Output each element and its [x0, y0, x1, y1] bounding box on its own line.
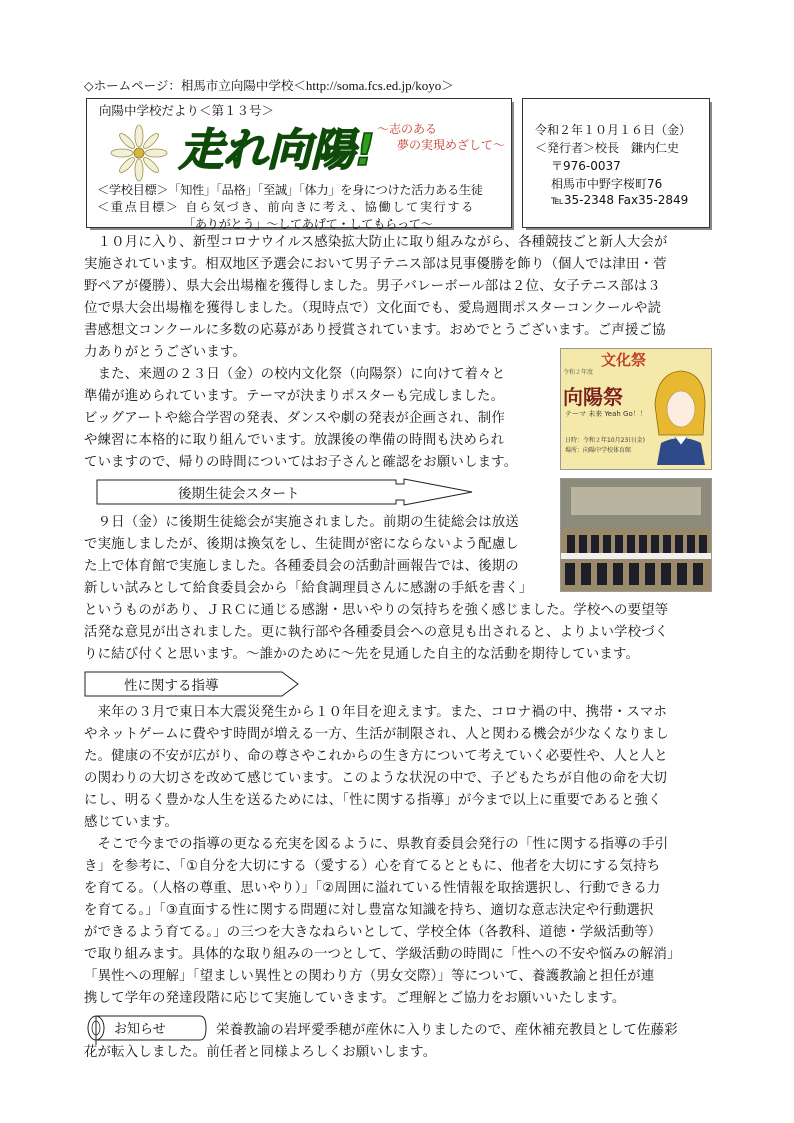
guidance-heading: [84, 670, 300, 696]
homepage-line: [84, 76, 454, 94]
publisher: ＜発行者＞校長 鎌内仁史: [535, 141, 680, 155]
guidance-paragraph-2: そこで今までの指導の更なる充実を図るように、県教育委員会発行の「性に関する指導の手引 き」を参考に、「①自分を大切にする（愛する）心を育てるとともに、他者を大切にする気持ち を育てる。（人格の尊重、思いやり）」「②周囲に溢れている性情報を取捨選択し、行動できる力 を育てる。」「③直面する性に関する問題に対し豊富な知識を持ち、適切な意志決定や行動選択 ができるよう育てる。」の三つを大きなねらいとして、学校全体（各教科、道徳・学級活動等） で取り組みます。具体的な取り組みの一つとして、学級活動の時間に「性への不安や悩みの解消」 「異性への理解」「望ましい異性との関わり方（男女交際）」等について、養護教諭と担任が連 携して学年の発達段階に応じて実施していきます。ご理解とご協力をお願いいたします。: [84, 837, 681, 1006]
newsletter-header: [82, 94, 710, 232]
council-heading: [96, 478, 476, 504]
flower-icon: [109, 123, 169, 183]
guidance-heading-label: 性に関する指導: [124, 678, 219, 694]
poster-character-illustration: [647, 365, 709, 465]
poster-place: 場所：向陽中学校体育館: [565, 447, 632, 454]
festival-poster-image: [560, 348, 712, 470]
notice-label: お知らせ: [114, 1022, 166, 1037]
tel-fax: ℡35-2348 Fax35-2849: [551, 193, 689, 207]
poster-date: 日時：令和２年10月23日(金): [565, 437, 645, 444]
masthead-subtitle: ～志のある 夢の実現めざして～: [377, 122, 506, 152]
poster-theme: テーマ 未来 Yeah Go！！: [565, 410, 647, 418]
issue-number: 向陽中学校だより＜第１３号＞: [99, 103, 275, 118]
guidance-paragraph-1: 来年の３月で東日本大震災発生から１０年目を迎えます。また、コロナ禍の中、携帯・スマホ やネットゲームに費やす時間が増える一方、生活が制限され、人と関わる機会が少なくなりまし た。健康の不安が広がり、命の尊さやこれからの生き方について考えていく必要性や、人と人と の関わりの大切さを改めて感じています。このような状況の中で、子どもたちが自他の命を大切 にし、明るく豊かな人生を送るためには、「性に関する指導」が今まで以上に重要であると強く 感じています。: [84, 705, 669, 830]
address: 相馬市中野字桜町76: [551, 177, 663, 191]
poster-year: 令和２年度: [563, 369, 594, 376]
masthead-box: [86, 98, 512, 231]
notice-banner: [84, 1012, 208, 1046]
poster-festival-name: 向陽祭: [563, 385, 623, 409]
intro-paragraph: [84, 232, 668, 364]
intro-line: 野ペアが優勝）、県大会出場権を獲得しました。男子バレーボール部は２位、女子テニス部は３: [84, 279, 661, 294]
intro-line: 位で県大会出場権を獲得しました。（現時点で）文化面でも、愛鳥週間ポスターコンクールや読: [84, 301, 662, 316]
festival-paragraph: また、来週の２３日（金）の校内文化祭（向陽祭）に向けて着々と 準備が進められています。テーマが決まりポスターも完成しました。 ビッグアートや総合学習の発表、ダンスや劇の発表が企画され、制作 や練習に本格的に取り組んでいます。放課後の準備の時間も決められ ていますので、帰りの時間についてはお子さんと確認をお願いします。: [84, 367, 518, 470]
homepage-url-close: ＞: [441, 78, 454, 93]
school-goal: ＜学校目標＞「知性」「品格」「至誠」「体力」を身につけた活力ある生徒: [97, 183, 483, 197]
postal-code: 〒976-0037: [551, 159, 621, 173]
council-heading-label: 後期生徒会スタート: [178, 486, 300, 502]
homepage-label: ◇ホームページ：相馬市立向陽中学校＜: [84, 78, 306, 93]
intro-line: 実施されています。相双地区予選会において男子テニス部は見事優勝を飾り（個人では津田・菅: [84, 257, 667, 272]
focus-goal-slogan: 「ありがとう」～してあげて・してもらって～: [183, 217, 433, 231]
notice-line-2: 花が転入しました。前任者と同様よろしくお願いします。: [84, 1045, 437, 1060]
intro-line: 書感想文コンクールに多数の応募があり授賞されています。おめでとうございます。ご声援ご協: [84, 323, 666, 338]
masthead-text: 走れ向陽!: [179, 125, 376, 176]
issue-date: 令和２年１０月１６日（金）: [535, 123, 692, 137]
homepage-url[interactable]: http://soma.fcs.ed.jp/koyo: [305, 78, 442, 93]
publisher-box: [522, 98, 710, 228]
council-paragraph: ９日（金）に後期生徒総会が実施されました。前期の生徒総会は放送 で実施しましたが、後期は換気をし、生徒間が密にならないよう配慮し た上で体育館で実施しました。各種委員会の活動計画報告では、後期の 新しい試みとして給食委員会から「給食調理員さんに感謝の手紙を書く」 というものがあり、ＪＲＣに通じる感謝・思いやりの気持ちを強く感じました。学校への要望等 活発な意見が出されました。更に執行部や各種委員会への意見も出されると、よりよい学校づく りに結び付くと思います。～誰かのために～先を見通した自主的な活動を期待しています。: [84, 515, 669, 662]
notice-line-1: 栄養教諭の岩坪愛季穂が産休に入りましたので、産休補充教員として佐藤彩: [216, 1023, 678, 1038]
focus-goal: ＜重点目標＞ 自ら気づき、前向きに考え、協働して実行する: [97, 200, 475, 214]
poster-title: 文化祭: [601, 351, 647, 369]
intro-line: １０月に入り、新型コロナウイルス感染拡大防止に取り組みながら、各種競技ごと新人大会が: [84, 235, 668, 250]
intro-line: 力ありがとうございます。: [84, 345, 247, 360]
masthead-title: [175, 115, 407, 177]
